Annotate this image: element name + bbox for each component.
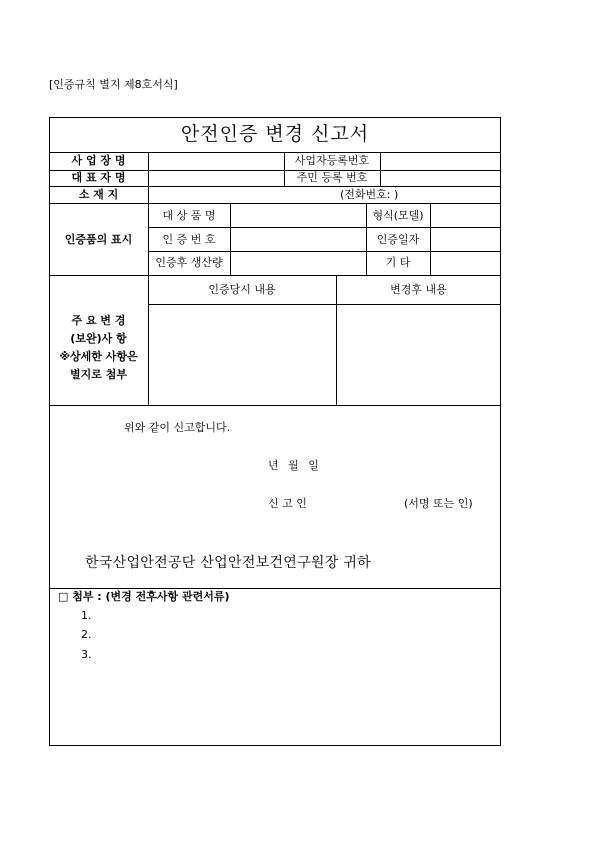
phone-label: (전화번호: ) (340, 188, 399, 201)
attachment-item-1: 1. (81, 609, 92, 622)
form-title: 안전인증 변경 신고서 (180, 123, 370, 145)
business-reg-label: 사업자등록번호 (294, 154, 370, 167)
product-section-label: 인증품의 표시 (64, 233, 133, 246)
divider (49, 405, 501, 406)
company-name-field[interactable] (149, 153, 284, 170)
model-field[interactable] (431, 204, 500, 227)
addressee: 한국산업안전공단 산업안전보건연구원장 귀하 (85, 555, 371, 571)
representative-field[interactable] (149, 171, 284, 186)
model-label: 형식(모델) (372, 209, 424, 222)
attachment-item-2: 2. (81, 628, 92, 641)
company-name-label: 사 업 장 명 (71, 154, 126, 167)
form-code: [인증규칙 별지 제8호서식] (49, 78, 178, 91)
etc-field[interactable] (431, 252, 500, 275)
after-content-field[interactable] (337, 305, 500, 405)
attachments-header: □ 첨부 : (변경 전후사항 관련서류) (58, 590, 230, 603)
before-content-field[interactable] (149, 305, 336, 405)
changes-label-line-4: 별지로 첨부 (70, 368, 127, 381)
production-label: 인증후 생산량 (155, 256, 223, 269)
changes-label-line-2: (보완)사 항 (70, 332, 127, 345)
item-name-field[interactable] (231, 204, 366, 227)
declaration-statement: 위와 같이 신고합니다. (124, 421, 231, 434)
after-header: 변경후 내용 (390, 283, 447, 296)
attachment-item-3: 3. (81, 648, 92, 661)
divider (49, 588, 501, 589)
business-reg-field[interactable] (381, 153, 500, 170)
cert-no-field[interactable] (231, 228, 366, 251)
address-label: 소 재 지 (78, 188, 119, 201)
representative-label: 대 표 자 명 (71, 171, 126, 184)
cert-no-label: 인 증 번 호 (162, 233, 216, 246)
declarant-name-field[interactable] (320, 494, 400, 512)
cert-date-field[interactable] (431, 228, 500, 251)
date-line: 년 월 일 (268, 459, 319, 472)
etc-label: 기 타 (385, 256, 411, 269)
signature-note: (서명 또는 인) (404, 497, 473, 510)
item-name-label: 대 상 품 명 (162, 209, 216, 222)
resident-no-field[interactable] (381, 171, 500, 186)
production-field[interactable] (231, 252, 366, 275)
resident-no-label: 주민 등록 번호 (296, 171, 368, 184)
changes-label-line-1: 주 요 변 경 (71, 314, 126, 327)
divider (49, 275, 501, 276)
changes-label-line-3: ※상세한 사항은 (59, 350, 138, 363)
before-header: 인증당시 내용 (208, 283, 276, 296)
declarant-label: 신 고 인 (268, 497, 307, 510)
address-field[interactable] (149, 187, 339, 203)
cert-date-label: 인증일자 (376, 233, 420, 246)
